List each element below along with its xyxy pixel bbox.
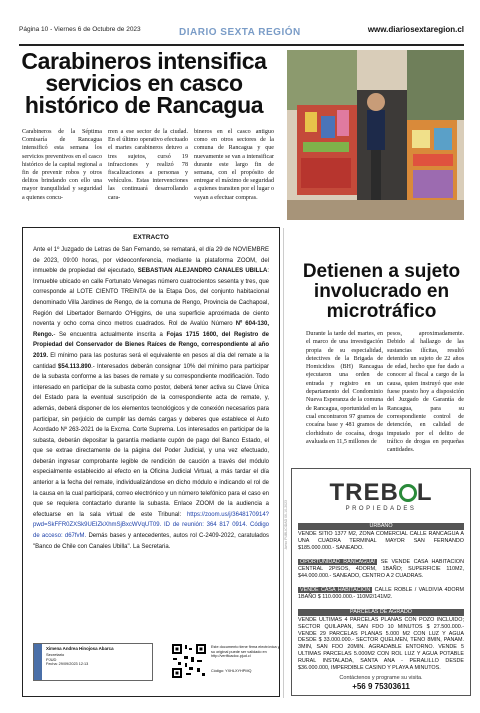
real-estate-ad bbox=[291, 468, 471, 696]
phone-number[interactable]: +56 9 75303611 bbox=[352, 682, 410, 691]
article-column-1: Carabineros de la Séptima Comisaría de Rancagua intensificó esta semana los servicios preventivos en el casco histórico de la capital regional a fin de prevenir robos y otros delitos brindando con ello una mayor tranquilidad y seguridad a quienes concu- bbox=[22, 129, 102, 201]
signer-role: Secretario bbox=[46, 652, 65, 657]
signature-tab bbox=[34, 644, 42, 680]
notice-text-5: .- Interesados deberán consignar 10% del mínimo para participar de la subasta conforme a las bases de remate y su correspondiente modificación. Todo interesado en participar de la subasta como postor, deberá tener activa su Clave Única del Estado para la eventual suscripción de la correspondiente acta de remate, y, además, deberá disponer de los elementos tecnológicos y de conexión necesarios para participar, sin perjuicio de cumplir las demás cargas y deberes que establece el Auto Acordado Nº 263-2021 de la Excma. Corte Suprema. Los interesados en participar de la subasta, deberán depositar la garantía mediante cupón de pago del Banco Estado, el que se extrae directamente de la página del Poder Judicial, y una vez efectuado, deberán ingresar comprobante legible de rendición de caución a través del módulo especialmente establecido al efecto en la Oficina Judicial Virtual, a más tardar el día anterior a la fecha del remate, individualizándose en dicho módulo e indicando el rol de la causa en la cual participará, correo electrónico y un número telefónico para el caso en que se requiera contactarlo durante la subasta. Enlace ZOOM de la audiencia a efectuarse en la sala virtual de este Tribunal: bbox=[33, 363, 270, 518]
listing-1: VENDE SITIO 1377 M2, ZONA COMERCIAL CALLE RANCAGUA A UNA CUADRA TERMINAL MAYOR SAN FERNANDO $185.000.000.- SANEADO. bbox=[298, 531, 464, 551]
electronic-signature bbox=[33, 643, 280, 683]
listing-2-text: SE VENDE CASA HABITACION CENTRAL 2PISOS, 4DORM, 1BAÑO; SUPERFICIE 110M2, $44.000.000.- SANEADO, CENTRO A 2 CUADRAS. bbox=[298, 559, 464, 579]
zoom-link[interactable]: https://zoom.us/j/3648170914?pwd=SkFFR0ZXSk9UEIZkXhmSjBxcWVqUT09. ID de reunión: 364 817 0914. Código de acceso: d67fvM. bbox=[33, 511, 269, 540]
legal-notice-box bbox=[22, 227, 280, 697]
trebol-logo bbox=[292, 479, 470, 507]
article-2-column-1: Durante la tarde del martes, en el marco de una investigación propia de su especialidad, detectives de la Brigada de Homicidios (BH) Rancagua ejecutaron una orden de entrada y registro en un departamento del Condominio Nueva Esperanza de la comuna de Rancagua, oportunidad en la cual encontraron 97 gramos de cocaína base y 481 gramos de clorhidrato de cocaína, droga avaluada en 11,5 millones de bbox=[306, 331, 383, 445]
signer-org: PJUD bbox=[46, 657, 57, 662]
market-street-photo bbox=[287, 50, 464, 220]
listing-2-tag: OPORTUNIDAD RANCAGUA! bbox=[300, 559, 376, 565]
notice-text-3: - Se encuentra actualmente inscrita a bbox=[53, 331, 163, 338]
article-2-headline: Detienen a sujeto involucrado en microtráfico bbox=[302, 261, 461, 322]
notice-fojas: Fojas 1715 1600, del Registro de Propiedad del Conservador de Bienes Raíces de Rengo, correspondiente al año 2019. bbox=[33, 331, 269, 359]
listing-3 bbox=[298, 587, 464, 601]
parcelas-listings: VENDE ULTIMAS 4 PARCELAS PLANAS CON POZO INCLUIDO; SECTOR QUILAPAN, SAN FDO 10 MINUTOS $ 27.500.000.- VENDE 29 PARCELAS PLANAS 5.000 M2 CON LUZ Y AGUA DESDE $ 33.000.000.- SECTOR QUELMEN, TENO 8MIN, PANAM. 3MIN, SAN FDO 20MIN. AGRADABLE ENTORNO. VENDE 5 ULTIMAS PARCELAS 5.000M2 CON ROL LUZ Y AGUA POTABLE RURAL INSTALADA, SANTA ANA - PERALILLO DESDE $36.000.000, IMPERDIBLE CASINO Y PLAYA A MINUTOS. bbox=[298, 617, 464, 671]
listing-3-tag: VENDE CASA HABITACION bbox=[300, 587, 371, 593]
notice-minimum: $54.113.890 bbox=[58, 363, 92, 370]
urbano-section-bar: URBANO bbox=[298, 523, 464, 530]
signer-name: Ximena Andrea Hinojosa Abarca bbox=[46, 646, 114, 651]
legal-notice-title: EXTRACTO bbox=[133, 234, 169, 241]
listing-2 bbox=[298, 559, 464, 579]
clover-icon bbox=[399, 484, 417, 502]
notice-text-2: : Inmueble ubicado en calle Fortunato Venegas número cuatrocientos sesenta y tres, que corresponde al LOTE CIENTO TREINTA de la Etapa Dos, del conjunto habitacional denominado Villa Jardines de Rengo, de la comuna de Rengo, Provincia de Cachapoal, Región del Libertador Bernardo O'Higgins, de una superficie aproximada de ciento noventa y ocho coma cinco metros cuadrados. Rol de Avalúo Número bbox=[33, 268, 270, 328]
signature-box bbox=[33, 643, 153, 681]
signature-detail: Fecha: 29/09/2023 12:13 bbox=[46, 662, 89, 666]
article-column-3: bineros en el casco antiguo como en otros sectores de la comuna de Rancagua y que nuevamente se van a intensificar durante este largo fin de semana, con el propósito de entregar el máximo de seguridad a quienes transiten por el lugar o vayan a efectuar compras. bbox=[194, 129, 274, 201]
article-2-column-2: pesos, aproximadamente. Debido al hallazgo de las sustancias ilícitas, resultó detenido un sujeto de 22 años de edad, hecho que fue dado a conocer al fiscal a cargo de la causa, quien instruyó que este fuese puesto hoy a disposición del Juzgado de Garantía de Rancagua, para su correspondiente control de detención, en calidad de imputado por el delito de tráfico de drogas en pequeñas cantidades. bbox=[387, 331, 464, 454]
listing-3-text: CALLE ROBLE / VALDIVIA 4DORM 1BAÑO $ 110.000.000.- 110M2/141M2. bbox=[298, 587, 464, 600]
newspaper-name: DIARIO SEXTA REGIÓN bbox=[179, 27, 301, 38]
notice-rol: Nº 604-130, Rengo. bbox=[33, 321, 269, 338]
page-header bbox=[19, 24, 464, 46]
legal-notice-body bbox=[33, 245, 269, 552]
column-divider bbox=[283, 228, 284, 698]
notice-owner: SEBASTIAN ALEJANDRO CANALES UBILLA bbox=[137, 268, 268, 275]
header-divider bbox=[19, 44, 464, 46]
logo-text-left: TREB bbox=[329, 479, 399, 506]
notice-text-4: El mínimo para las posturas será el equivalente en pesos al día del remate a la cantidad bbox=[33, 352, 269, 370]
article-headline: Carabineros intensifica servicios en casco histórico de Rancagua bbox=[21, 48, 267, 118]
verification-code: Código: YXHLXYHPMQ bbox=[211, 669, 252, 673]
verification-note: Este documento tiene firma electrónica y su original puede ser validado en http://verificadoc.pjud.cl bbox=[211, 645, 280, 659]
article-column-2: rren a ese sector de la ciudad. En el último operativo efectuado el martes carabineros detuvo a tres sujetos, cursó 19 infracciones y realizó 78 fiscalizaciones a personas y vehículos. Estas intervenciones las continuará desarrollando cara- bbox=[108, 129, 188, 201]
contact-line: Contáctenos y programe su visita. bbox=[339, 675, 423, 681]
logo-subtitle: PROPIEDADES bbox=[345, 506, 417, 512]
website-link[interactable]: www.diariosextaregion.cl bbox=[367, 25, 464, 34]
side-note: Aviso PUBLICIDAD 06-10-2023 bbox=[284, 500, 288, 550]
qr-code-icon bbox=[171, 643, 207, 679]
page-info: Página 10 - Viernes 6 de Octubre de 2023 bbox=[19, 26, 141, 33]
notice-text-1: Ante el 1º Juzgado de Letras de San Fernando, se rematará, el día 29 de NOVIEMBRE de 2023, 09:00 horas, por videoconferencia, mediante la plataforma ZOOM, del inmueble de propiedad del ejecutado, bbox=[33, 247, 269, 275]
notice-text-6: Demás bases y antecedentes, autos rol C-2409-2022, caratulados "Banco de Chile con Canales Ubilla". La Secretaria. bbox=[33, 533, 270, 550]
logo-text-right: L bbox=[416, 479, 433, 506]
parcelas-section-bar: PARCELAS DE AGRADO bbox=[298, 609, 464, 616]
